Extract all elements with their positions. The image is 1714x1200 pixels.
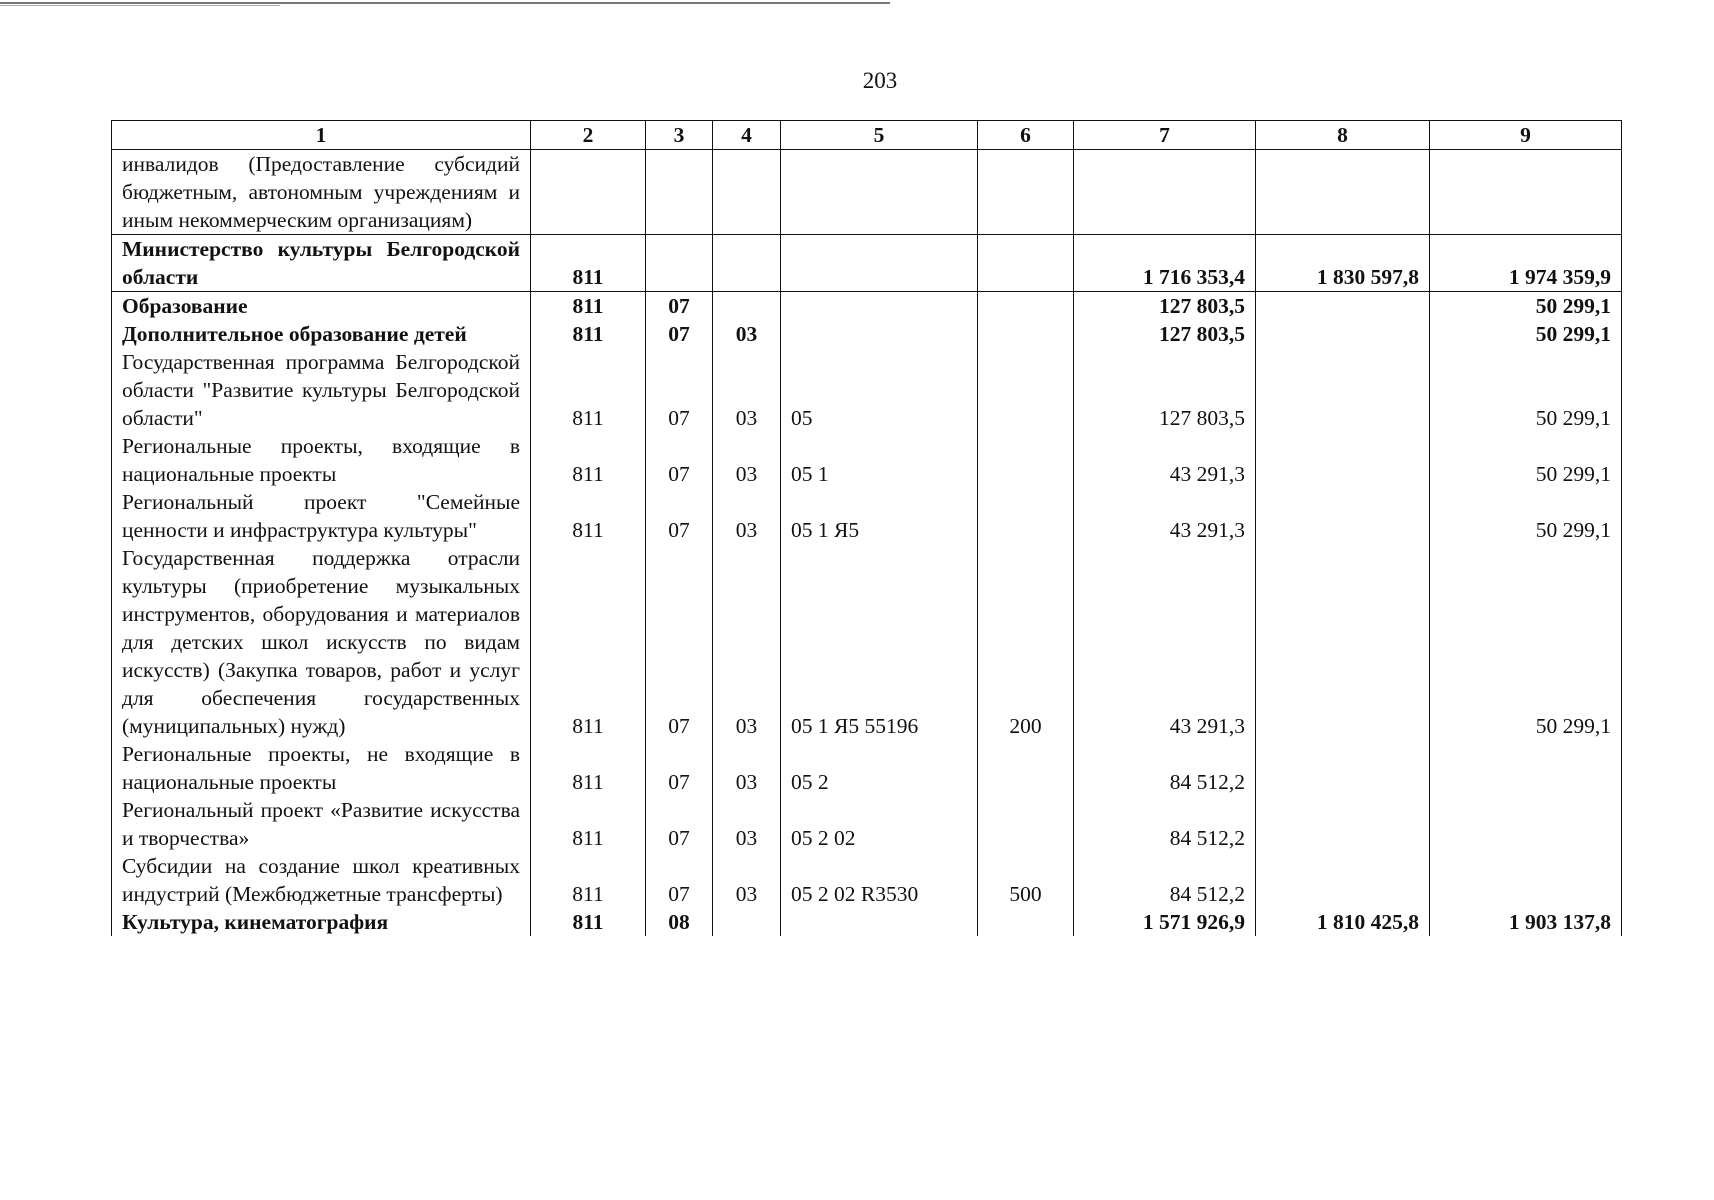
- expense-type-cell: [978, 320, 1074, 348]
- amount-col8-cell: [1256, 432, 1430, 488]
- amount-col7-cell: 43 291,3: [1074, 432, 1256, 488]
- amount-col7-cell: 84 512,2: [1074, 852, 1256, 908]
- table-row: [112, 320, 1622, 348]
- amount-col9-cell: [1430, 150, 1622, 235]
- subsection-code-cell: 03: [713, 320, 781, 348]
- amount-col9-cell: 50 299,1: [1430, 432, 1622, 488]
- target-article-cell: 05 2 02: [781, 796, 978, 852]
- subsection-code-cell: 03: [713, 544, 781, 740]
- expense-type-cell: [978, 150, 1074, 235]
- target-article-cell: 05 2 02 R3530: [781, 852, 978, 908]
- amount-col8-cell: [1256, 544, 1430, 740]
- subsection-code-cell: [713, 292, 781, 321]
- table-row: [112, 488, 1622, 544]
- target-article-cell: 05 1: [781, 432, 978, 488]
- gov-code-cell: 811: [531, 292, 646, 321]
- section-code-cell: 07: [646, 740, 713, 796]
- amount-col8-cell: [1256, 488, 1430, 544]
- table-body: [112, 121, 1622, 937]
- header-cell: 8: [1256, 121, 1430, 150]
- target-article-cell: 05 1 Я5 55196: [781, 544, 978, 740]
- table-row: [112, 150, 1622, 235]
- amount-col7-cell: 43 291,3: [1074, 488, 1256, 544]
- target-article-cell: [781, 908, 978, 936]
- target-article-cell: [781, 235, 978, 292]
- row-name-cell: инвалидов (Предоставление субсидий бюджетным, автономным учреждениям и иным некоммерческим организациям): [112, 150, 531, 235]
- amount-col9-cell: 50 299,1: [1430, 488, 1622, 544]
- expense-type-cell: 200: [978, 544, 1074, 740]
- gov-code-cell: [531, 150, 646, 235]
- amount-col9-cell: [1430, 740, 1622, 796]
- subsection-code-cell: 03: [713, 488, 781, 544]
- amount-col7-cell: 1 716 353,4: [1074, 235, 1256, 292]
- scan-artifact-line: [0, 2, 890, 4]
- amount-col8-cell: [1256, 348, 1430, 432]
- target-article-cell: [781, 150, 978, 235]
- row-name-cell: Субсидии на создание школ креативных индустрий (Межбюджетные трансферты): [112, 852, 531, 908]
- gov-code-cell: 811: [531, 908, 646, 936]
- scan-artifact-line: [0, 5, 280, 6]
- section-code-cell: 07: [646, 292, 713, 321]
- amount-col8-cell: [1256, 292, 1430, 321]
- expense-type-cell: [978, 432, 1074, 488]
- amount-col9-cell: 1 903 137,8: [1430, 908, 1622, 936]
- expense-type-cell: [978, 348, 1074, 432]
- amount-col7-cell: 127 803,5: [1074, 292, 1256, 321]
- table-row: [112, 852, 1622, 908]
- header-row: [112, 121, 1622, 150]
- table-row: [112, 796, 1622, 852]
- table-row: [112, 908, 1622, 936]
- amount-col9-cell: [1430, 852, 1622, 908]
- amount-col7-cell: 1 571 926,9: [1074, 908, 1256, 936]
- header-cell: 7: [1074, 121, 1256, 150]
- expense-type-cell: [978, 292, 1074, 321]
- amount-col9-cell: 50 299,1: [1430, 544, 1622, 740]
- section-code-cell: [646, 235, 713, 292]
- amount-col9-cell: 50 299,1: [1430, 320, 1622, 348]
- amount-col7-cell: 127 803,5: [1074, 320, 1256, 348]
- subsection-code-cell: [713, 235, 781, 292]
- header-cell: 5: [781, 121, 978, 150]
- amount-col9-cell: 1 974 359,9: [1430, 235, 1622, 292]
- section-code-cell: [646, 150, 713, 235]
- subsection-code-cell: 03: [713, 432, 781, 488]
- row-name-cell: Региональные проекты, входящие в национальные проекты: [112, 432, 531, 488]
- subsection-code-cell: 03: [713, 740, 781, 796]
- expense-type-cell: [978, 488, 1074, 544]
- subsection-code-cell: 03: [713, 852, 781, 908]
- table-row: [112, 544, 1622, 740]
- table-row: [112, 348, 1622, 432]
- amount-col8-cell: [1256, 740, 1430, 796]
- amount-col8-cell: [1256, 150, 1430, 235]
- row-name-cell: Образование: [112, 292, 531, 321]
- table-row: [112, 235, 1622, 292]
- amount-col8-cell: 1 810 425,8: [1256, 908, 1430, 936]
- table-row: [112, 432, 1622, 488]
- row-name-cell: Региональные проекты, не входящие в национальные проекты: [112, 740, 531, 796]
- subsection-code-cell: [713, 908, 781, 936]
- expense-type-cell: [978, 908, 1074, 936]
- gov-code-cell: 811: [531, 488, 646, 544]
- gov-code-cell: 811: [531, 544, 646, 740]
- gov-code-cell: 811: [531, 852, 646, 908]
- budget-table: [111, 120, 1622, 936]
- amount-col8-cell: [1256, 320, 1430, 348]
- section-code-cell: 07: [646, 320, 713, 348]
- target-article-cell: [781, 320, 978, 348]
- header-cell: 3: [646, 121, 713, 150]
- subsection-code-cell: 03: [713, 348, 781, 432]
- amount-col7-cell: 43 291,3: [1074, 544, 1256, 740]
- row-name-cell: Дополнительное образование детей: [112, 320, 531, 348]
- target-article-cell: 05: [781, 348, 978, 432]
- gov-code-cell: 811: [531, 320, 646, 348]
- amount-col7-cell: 127 803,5: [1074, 348, 1256, 432]
- expense-type-cell: [978, 796, 1074, 852]
- amount-col9-cell: 50 299,1: [1430, 348, 1622, 432]
- page-number: 203: [862, 68, 898, 93]
- expense-type-cell: 500: [978, 852, 1074, 908]
- target-article-cell: [781, 292, 978, 321]
- header-cell: 9: [1430, 121, 1622, 150]
- amount-col9-cell: 50 299,1: [1430, 292, 1622, 321]
- amount-col9-cell: [1430, 796, 1622, 852]
- section-code-cell: 08: [646, 908, 713, 936]
- table-row: [112, 740, 1622, 796]
- amount-col8-cell: [1256, 796, 1430, 852]
- section-code-cell: 07: [646, 544, 713, 740]
- section-code-cell: 07: [646, 432, 713, 488]
- gov-code-cell: 811: [531, 740, 646, 796]
- table-row: [112, 292, 1622, 321]
- row-name-cell: Государственная программа Белгородской области "Развитие культуры Белгородской области": [112, 348, 531, 432]
- row-name-cell: Культура, кинематография: [112, 908, 531, 936]
- section-code-cell: 07: [646, 488, 713, 544]
- section-code-cell: 07: [646, 796, 713, 852]
- gov-code-cell: 811: [531, 796, 646, 852]
- expense-type-cell: [978, 235, 1074, 292]
- gov-code-cell: 811: [531, 235, 646, 292]
- gov-code-cell: 811: [531, 432, 646, 488]
- row-name-cell: Региональный проект «Развитие искусства и творчества»: [112, 796, 531, 852]
- header-cell: 6: [978, 121, 1074, 150]
- amount-col8-cell: [1256, 852, 1430, 908]
- gov-code-cell: 811: [531, 348, 646, 432]
- header-cell: 1: [112, 121, 531, 150]
- section-code-cell: 07: [646, 852, 713, 908]
- amount-col7-cell: [1074, 150, 1256, 235]
- amount-col7-cell: 84 512,2: [1074, 740, 1256, 796]
- expense-type-cell: [978, 740, 1074, 796]
- target-article-cell: 05 2: [781, 740, 978, 796]
- subsection-code-cell: 03: [713, 796, 781, 852]
- subsection-code-cell: [713, 150, 781, 235]
- row-name-cell: Региональный проект "Семейные ценности и инфраструктура культуры": [112, 488, 531, 544]
- section-code-cell: 07: [646, 348, 713, 432]
- row-name-cell: Министерство культуры Белгородской области: [112, 235, 531, 292]
- amount-col7-cell: 84 512,2: [1074, 796, 1256, 852]
- header-cell: 2: [531, 121, 646, 150]
- amount-col8-cell: 1 830 597,8: [1256, 235, 1430, 292]
- header-cell: 4: [713, 121, 781, 150]
- row-name-cell: Государственная поддержка отрасли культуры (приобретение музыкальных инструментов, оборудования и материалов для детских школ искусств по видам искусств) (Закупка товаров, работ и услуг для обеспечения государственных (муниципальных) нужд): [112, 544, 531, 740]
- target-article-cell: 05 1 Я5: [781, 488, 978, 544]
